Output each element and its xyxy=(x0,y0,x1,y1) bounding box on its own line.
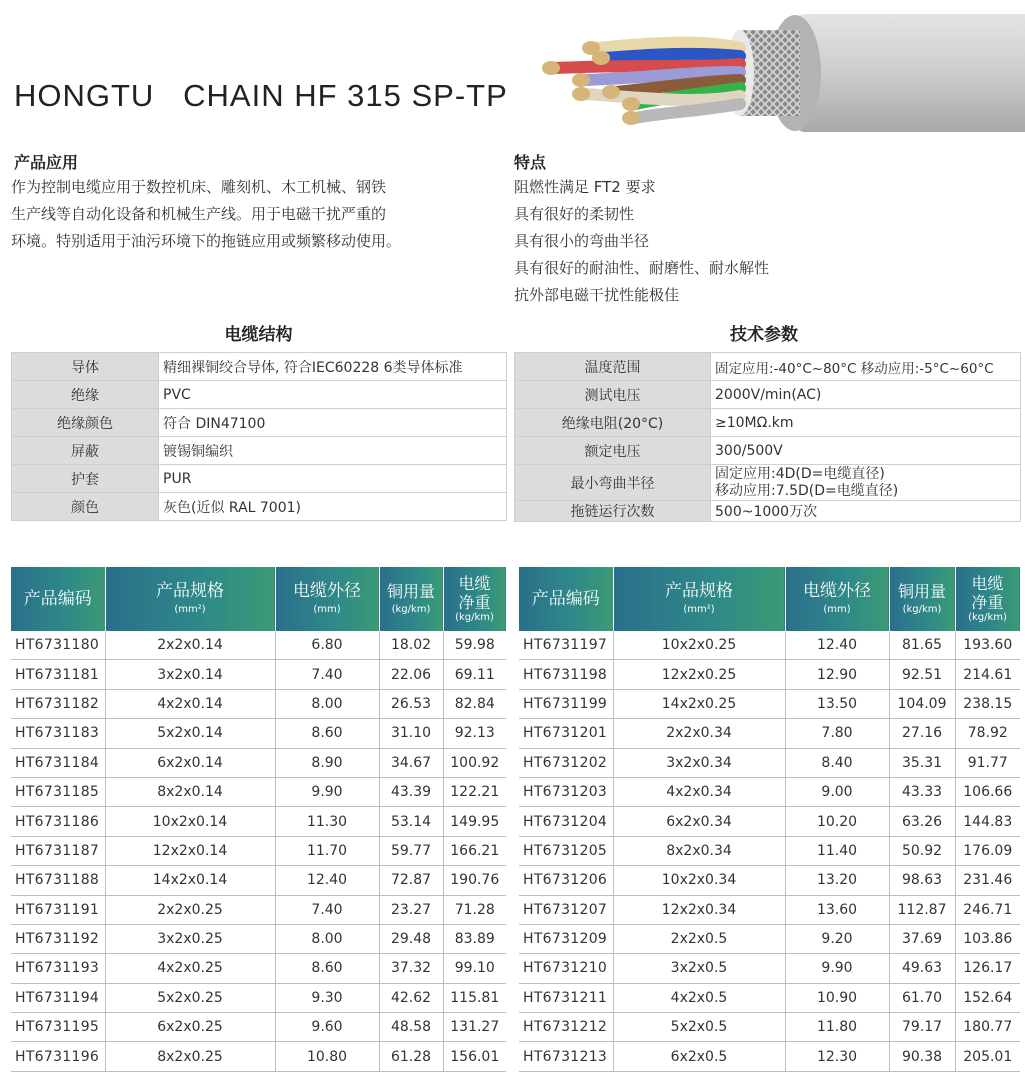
product-spec: 3x2x0.25 xyxy=(105,924,275,953)
net-weight: 106.66 xyxy=(955,777,1020,806)
table-row xyxy=(11,983,506,1012)
product-code: HT6731194 xyxy=(11,983,105,1012)
product-spec: 14x2x0.25 xyxy=(613,689,785,718)
copper-weight: 104.09 xyxy=(889,689,955,718)
copper-weight: 26.53 xyxy=(379,689,443,718)
product-code: HT6731180 xyxy=(11,631,105,660)
spec-key: 温度范围 xyxy=(515,353,711,381)
net-weight: 91.77 xyxy=(955,748,1020,777)
product-code: HT6731191 xyxy=(11,895,105,924)
cable-od: 11.30 xyxy=(275,807,379,836)
features-list xyxy=(514,174,769,309)
copper-weight: 90.38 xyxy=(889,1042,955,1071)
product-code: HT6731201 xyxy=(519,719,613,748)
net-weight: 176.09 xyxy=(955,836,1020,865)
net-weight: 246.71 xyxy=(955,895,1020,924)
product-spec: 6x2x0.14 xyxy=(105,748,275,777)
cable-od: 13.60 xyxy=(785,895,889,924)
header-od-label: 电缆外径 xyxy=(293,581,361,601)
product-spec: 12x2x0.14 xyxy=(105,836,275,865)
product-spec: 5x2x0.25 xyxy=(105,983,275,1012)
table-row xyxy=(11,660,506,689)
product-code: HT6731210 xyxy=(519,954,613,983)
copper-weight: 61.70 xyxy=(889,983,955,1012)
net-weight: 152.64 xyxy=(955,983,1020,1012)
net-weight: 166.21 xyxy=(443,836,506,865)
spec-value: ≥10MΩ.km xyxy=(711,409,1021,437)
copper-weight: 37.32 xyxy=(379,954,443,983)
table-row xyxy=(11,777,506,806)
copper-weight: 23.27 xyxy=(379,895,443,924)
net-weight: 190.76 xyxy=(443,866,506,895)
net-weight: 92.13 xyxy=(443,719,506,748)
table-row xyxy=(519,866,1020,895)
application-line: 生产线等自动化设备和机械生产线。用于电磁干扰严重的 xyxy=(11,205,387,223)
copper-weight: 34.67 xyxy=(379,748,443,777)
header-cu xyxy=(379,567,443,631)
cable-od: 7.40 xyxy=(275,660,379,689)
feature-item: 阻燃性满足 FT2 要求 xyxy=(514,178,656,196)
product-code: HT6731185 xyxy=(11,777,105,806)
copper-weight: 29.48 xyxy=(379,924,443,953)
application-heading: 产品应用 xyxy=(14,153,79,172)
spec-value: PVC xyxy=(159,381,507,409)
spec-key: 测试电压 xyxy=(515,381,711,409)
table-row xyxy=(11,836,506,865)
net-weight: 149.95 xyxy=(443,807,506,836)
structure-caption: 电缆结构 xyxy=(224,325,293,345)
net-weight: 131.27 xyxy=(443,1013,506,1042)
copper-weight: 43.33 xyxy=(889,777,955,806)
product-spec: 4x2x0.14 xyxy=(105,689,275,718)
cable-od: 10.80 xyxy=(275,1042,379,1071)
cable-od: 8.90 xyxy=(275,748,379,777)
cable-od: 8.60 xyxy=(275,954,379,983)
product-code: HT6731205 xyxy=(519,836,613,865)
header-weight-unit: (kg/km) xyxy=(455,612,494,623)
product-spec: 10x2x0.25 xyxy=(613,631,785,660)
header-od xyxy=(785,567,889,631)
table-row xyxy=(519,924,1020,953)
header-spec-unit: (mm²) xyxy=(174,604,206,615)
product-table-left xyxy=(11,567,507,1072)
table-row xyxy=(519,1042,1020,1071)
net-weight: 82.84 xyxy=(443,689,506,718)
spec-value: 精细裸铜绞合导体, 符合IEC60228 6类导体标准 xyxy=(159,353,507,381)
cable-od: 11.40 xyxy=(785,836,889,865)
product-code: HT6731203 xyxy=(519,777,613,806)
cable-od: 6.80 xyxy=(275,631,379,660)
product-spec: 10x2x0.14 xyxy=(105,807,275,836)
header-code: 产品编码 xyxy=(11,567,105,631)
cable-od: 12.90 xyxy=(785,660,889,689)
copper-weight: 92.51 xyxy=(889,660,955,689)
table-row xyxy=(519,954,1020,983)
cable-od: 8.60 xyxy=(275,719,379,748)
product-code: HT6731182 xyxy=(11,689,105,718)
header-weight-line1: 电缆 xyxy=(458,574,491,593)
copper-weight: 31.10 xyxy=(379,719,443,748)
net-weight: 180.77 xyxy=(955,1013,1020,1042)
product-code: HT6731198 xyxy=(519,660,613,689)
copper-weight: 37.69 xyxy=(889,924,955,953)
spec-key: 护套 xyxy=(12,465,159,493)
cable-od: 11.80 xyxy=(785,1013,889,1042)
net-weight: 238.15 xyxy=(955,689,1020,718)
product-code: HT6731212 xyxy=(519,1013,613,1042)
product-code: HT6731193 xyxy=(11,954,105,983)
table-row xyxy=(515,437,1021,465)
table-row xyxy=(11,689,506,718)
table-row xyxy=(515,501,1021,522)
product-spec: 10x2x0.34 xyxy=(613,866,785,895)
product-spec: 8x2x0.34 xyxy=(613,836,785,865)
cable-od: 9.20 xyxy=(785,924,889,953)
header-weight-unit: (kg/km) xyxy=(968,612,1007,623)
header-cu-unit: (kg/km) xyxy=(902,604,942,615)
copper-weight: 27.16 xyxy=(889,719,955,748)
header-spec xyxy=(613,567,785,631)
net-weight: 122.21 xyxy=(443,777,506,806)
table-row xyxy=(519,836,1020,865)
cable-od: 8.00 xyxy=(275,924,379,953)
copper-weight: 22.06 xyxy=(379,660,443,689)
product-spec: 3x2x0.5 xyxy=(613,954,785,983)
net-weight: 71.28 xyxy=(443,895,506,924)
cable-od: 9.90 xyxy=(785,954,889,983)
table-row xyxy=(515,409,1021,437)
header-spec-label: 产品规格 xyxy=(156,581,224,601)
product-code: HT6731199 xyxy=(519,689,613,718)
copper-weight: 18.02 xyxy=(379,631,443,660)
net-weight: 100.92 xyxy=(443,748,506,777)
net-weight: 78.92 xyxy=(955,719,1020,748)
net-weight: 59.98 xyxy=(443,631,506,660)
product-spec: 5x2x0.14 xyxy=(105,719,275,748)
spec-key: 导体 xyxy=(12,353,159,381)
spec-value: 固定应用:-40°C~80°C 移动应用:-5°C~60°C xyxy=(711,353,1021,381)
table-row xyxy=(515,353,1021,381)
net-weight: 156.01 xyxy=(443,1042,506,1071)
header-weight xyxy=(443,567,506,631)
cable-od: 9.90 xyxy=(275,777,379,806)
product-code: HT6731204 xyxy=(519,807,613,836)
table-row xyxy=(11,866,506,895)
table-row xyxy=(11,719,506,748)
table-row xyxy=(515,381,1021,409)
product-spec: 8x2x0.14 xyxy=(105,777,275,806)
header-weight xyxy=(955,567,1020,631)
copper-weight: 81.65 xyxy=(889,631,955,660)
table-row xyxy=(519,807,1020,836)
product-spec: 2x2x0.5 xyxy=(613,924,785,953)
feature-item: 抗外部电磁干扰性能极佳 xyxy=(514,286,680,304)
table-row xyxy=(12,409,507,437)
product-spec: 6x2x0.34 xyxy=(613,807,785,836)
spec-value: PUR xyxy=(159,465,507,493)
copper-weight: 53.14 xyxy=(379,807,443,836)
header-spec-label: 产品规格 xyxy=(665,581,733,601)
header-od xyxy=(275,567,379,631)
copper-weight: 72.87 xyxy=(379,866,443,895)
spec-value xyxy=(711,465,1021,501)
product-code: HT6731197 xyxy=(519,631,613,660)
table-row xyxy=(519,748,1020,777)
product-code: HT6731202 xyxy=(519,748,613,777)
net-weight: 69.11 xyxy=(443,660,506,689)
header-od-unit: (mm) xyxy=(313,604,341,615)
table-row xyxy=(519,777,1020,806)
header-spec-unit: (mm²) xyxy=(683,604,715,615)
product-spec: 14x2x0.14 xyxy=(105,866,275,895)
product-code: HT6731188 xyxy=(11,866,105,895)
spec-key: 拖链运行次数 xyxy=(515,501,711,522)
product-code: HT6731195 xyxy=(11,1013,105,1042)
table-row xyxy=(11,1042,506,1071)
cable-od: 8.00 xyxy=(275,689,379,718)
table-row xyxy=(11,807,506,836)
table-row xyxy=(12,353,507,381)
header-od-unit: (mm) xyxy=(823,604,851,615)
table-row xyxy=(12,465,507,493)
table-header-row xyxy=(11,567,506,631)
copper-weight: 59.77 xyxy=(379,836,443,865)
table-row xyxy=(12,381,507,409)
product-code: HT6731192 xyxy=(11,924,105,953)
header-cu-unit: (kg/km) xyxy=(391,604,431,615)
table-row xyxy=(11,748,506,777)
product-spec: 2x2x0.14 xyxy=(105,631,275,660)
header-weight-line2: 净重 xyxy=(458,593,491,612)
copper-weight: 112.87 xyxy=(889,895,955,924)
feature-item: 具有很好的柔韧性 xyxy=(514,205,635,223)
table-header-row xyxy=(519,567,1020,631)
copper-weight: 63.26 xyxy=(889,807,955,836)
cable-od: 10.20 xyxy=(785,807,889,836)
spec-key: 最小弯曲半径 xyxy=(515,465,711,501)
cable-od: 9.60 xyxy=(275,1013,379,1042)
spec-value: 符合 DIN47100 xyxy=(159,409,507,437)
product-spec: 3x2x0.14 xyxy=(105,660,275,689)
net-weight: 99.10 xyxy=(443,954,506,983)
spec-value: 500~1000万次 xyxy=(711,501,1021,522)
table-row xyxy=(12,493,507,521)
product-code: HT6731196 xyxy=(11,1042,105,1071)
copper-weight: 61.28 xyxy=(379,1042,443,1071)
product-spec: 4x2x0.25 xyxy=(105,954,275,983)
header-od-label: 电缆外径 xyxy=(803,581,871,601)
product-spec: 3x2x0.34 xyxy=(613,748,785,777)
tech-table xyxy=(514,352,1021,522)
product-code: HT6731183 xyxy=(11,719,105,748)
net-weight: 193.60 xyxy=(955,631,1020,660)
net-weight: 103.86 xyxy=(955,924,1020,953)
table-row xyxy=(519,895,1020,924)
product-code: HT6731186 xyxy=(11,807,105,836)
cable-od: 11.70 xyxy=(275,836,379,865)
header-weight-line2: 净重 xyxy=(971,593,1004,612)
product-code: HT6731209 xyxy=(519,924,613,953)
net-weight: 231.46 xyxy=(955,866,1020,895)
feature-item: 具有很好的耐油性、耐磨性、耐水解性 xyxy=(514,259,770,277)
table-row xyxy=(12,437,507,465)
product-spec: 2x2x0.25 xyxy=(105,895,275,924)
table-row xyxy=(11,1013,506,1042)
header-weight-line1: 电缆 xyxy=(971,574,1004,593)
product-spec: 4x2x0.34 xyxy=(613,777,785,806)
product-spec: 6x2x0.25 xyxy=(105,1013,275,1042)
copper-weight: 50.92 xyxy=(889,836,955,865)
header-cu xyxy=(889,567,955,631)
cable-od: 9.00 xyxy=(785,777,889,806)
header-cu-label: 铜用量 xyxy=(897,582,946,601)
application-line: 作为控制电缆应用于数控机床、雕刻机、木工机械、钢铁 xyxy=(11,178,387,196)
cable-od: 8.40 xyxy=(785,748,889,777)
product-spec: 12x2x0.34 xyxy=(613,895,785,924)
table-row xyxy=(519,1013,1020,1042)
copper-weight: 49.63 xyxy=(889,954,955,983)
copper-weight: 79.17 xyxy=(889,1013,955,1042)
product-code: HT6731207 xyxy=(519,895,613,924)
structure-table xyxy=(11,352,507,521)
net-weight: 205.01 xyxy=(955,1042,1020,1071)
product-code: HT6731184 xyxy=(11,748,105,777)
product-code: HT6731213 xyxy=(519,1042,613,1071)
table-row xyxy=(11,924,506,953)
table-row xyxy=(519,983,1020,1012)
table-row xyxy=(519,689,1020,718)
product-code: HT6731211 xyxy=(519,983,613,1012)
application-text xyxy=(11,174,501,255)
cable-od: 12.40 xyxy=(275,866,379,895)
cable-od: 7.40 xyxy=(275,895,379,924)
table-row xyxy=(11,631,506,660)
spec-value-line: 固定应用:4D(D=电缆直径) xyxy=(715,465,885,482)
table-row xyxy=(519,719,1020,748)
net-weight: 83.89 xyxy=(443,924,506,953)
copper-weight: 98.63 xyxy=(889,866,955,895)
spec-value: 2000V/min(AC) xyxy=(711,381,1021,409)
header-code: 产品编码 xyxy=(519,567,613,631)
features-heading: 特点 xyxy=(514,153,547,172)
spec-key: 绝缘电阻(20°C) xyxy=(515,409,711,437)
cable-od: 7.80 xyxy=(785,719,889,748)
header-spec xyxy=(105,567,275,631)
product-table-right xyxy=(519,567,1021,1072)
net-weight: 115.81 xyxy=(443,983,506,1012)
table-row xyxy=(11,954,506,983)
cable-image xyxy=(525,8,1025,138)
copper-weight: 48.58 xyxy=(379,1013,443,1042)
table-row xyxy=(519,631,1020,660)
product-spec: 8x2x0.25 xyxy=(105,1042,275,1071)
net-weight: 126.17 xyxy=(955,954,1020,983)
cable-od: 12.40 xyxy=(785,631,889,660)
product-spec: 12x2x0.25 xyxy=(613,660,785,689)
table-row xyxy=(515,465,1021,501)
cable-od: 9.30 xyxy=(275,983,379,1012)
product-title: HONGTU CHAIN HF 315 SP-TP xyxy=(14,78,508,113)
product-spec: 4x2x0.5 xyxy=(613,983,785,1012)
spec-key: 绝缘 xyxy=(12,381,159,409)
copper-weight: 42.62 xyxy=(379,983,443,1012)
product-spec: 2x2x0.34 xyxy=(613,719,785,748)
product-code: HT6731187 xyxy=(11,836,105,865)
cable-od: 12.30 xyxy=(785,1042,889,1071)
net-weight: 214.61 xyxy=(955,660,1020,689)
cable-od: 10.90 xyxy=(785,983,889,1012)
spec-value: 灰色(近似 RAL 7001) xyxy=(159,493,507,521)
feature-item: 具有很小的弯曲半径 xyxy=(514,232,650,250)
copper-weight: 43.39 xyxy=(379,777,443,806)
spec-value-line: 移动应用:7.5D(D=电缆直径) xyxy=(715,482,899,499)
application-line: 环境。特别适用于油污环境下的拖链应用或频繁移动使用。 xyxy=(11,232,402,250)
table-row xyxy=(519,660,1020,689)
spec-value: 300/500V xyxy=(711,437,1021,465)
product-code: HT6731181 xyxy=(11,660,105,689)
copper-weight: 35.31 xyxy=(889,748,955,777)
cable-od: 13.50 xyxy=(785,689,889,718)
cable-od: 13.20 xyxy=(785,866,889,895)
table-row xyxy=(11,895,506,924)
header-cu-label: 铜用量 xyxy=(386,582,435,601)
product-code: HT6731206 xyxy=(519,866,613,895)
product-spec: 5x2x0.5 xyxy=(613,1013,785,1042)
net-weight: 144.83 xyxy=(955,807,1020,836)
spec-key: 颜色 xyxy=(12,493,159,521)
spec-value: 镀锡铜编织 xyxy=(159,437,507,465)
spec-key: 额定电压 xyxy=(515,437,711,465)
product-spec: 6x2x0.5 xyxy=(613,1042,785,1071)
spec-key: 屏蔽 xyxy=(12,437,159,465)
spec-key: 绝缘颜色 xyxy=(12,409,159,437)
tech-caption: 技术参数 xyxy=(730,325,798,345)
